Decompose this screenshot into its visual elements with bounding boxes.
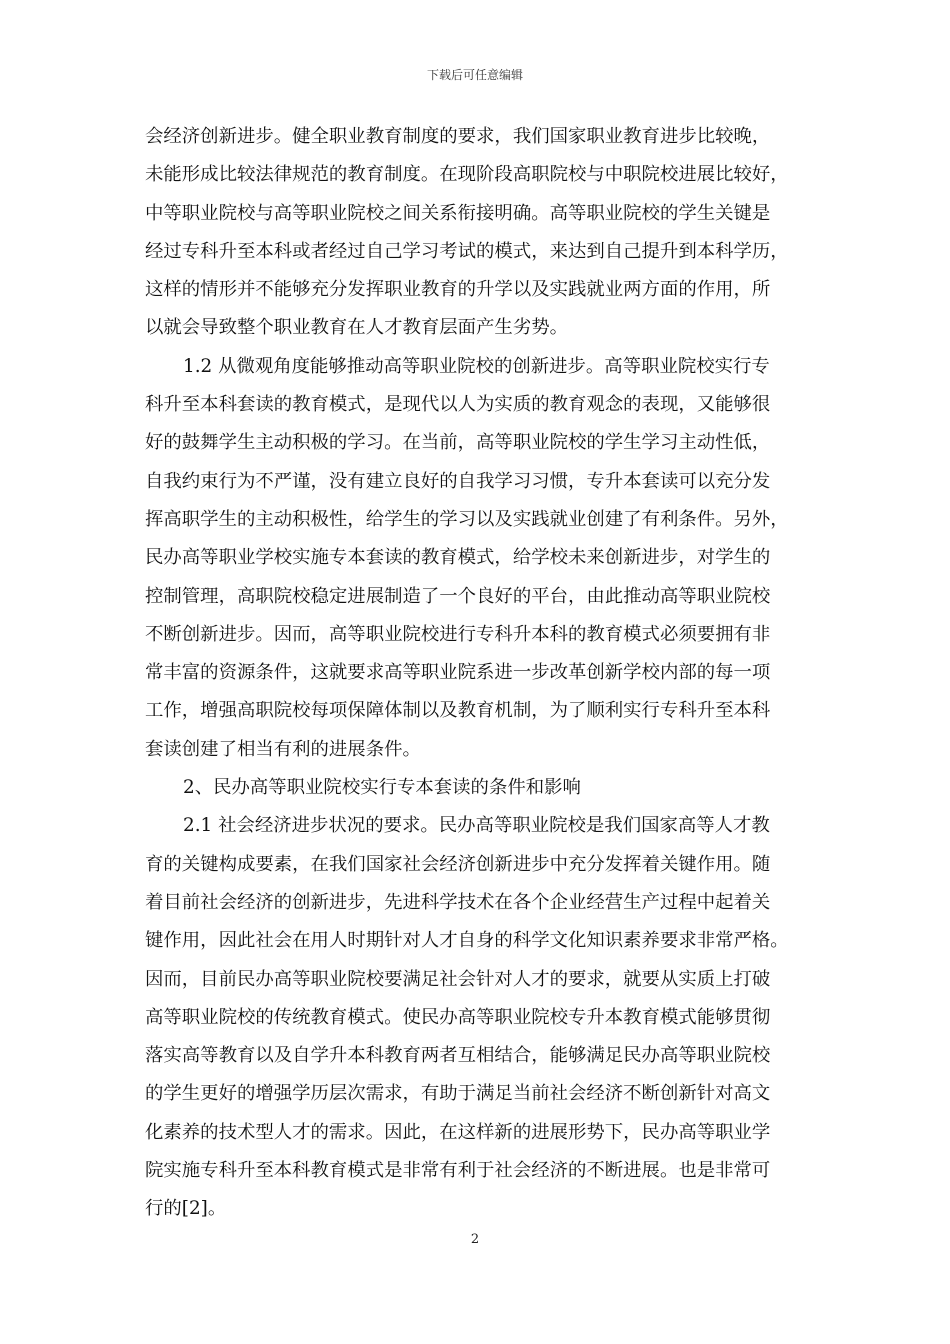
text-line: 套读创建了相当有利的进展条件。 [145,738,421,760]
text-line: 自我约束行为不严谨，没有建立良好的自我学习习惯，专升本套读可以充分发 [145,470,771,492]
paragraph-section-1-2 [145,348,805,769]
text-line: 未能形成比较法律规范的教育制度。在现阶段高职院校与中职院校进展比较好， [145,164,789,186]
text-line: 会经济创新进步。健全职业教育制度的要求，我们国家职业教育进步比较晚， [145,126,771,147]
page-header: 下载后可任意编辑 [426,68,523,82]
text-line: 高等职业院校的传统教育模式。使民办高等职业院校专升本教育模式能够贯彻 [145,1006,771,1028]
text-line: 行的[2]。 [145,1198,227,1220]
text-line: 中等职业院校与高等职业院校之间关系衔接明确。高等职业院校的学生关键是 [145,202,771,224]
page-number: 2 [470,1232,480,1247]
heading-line: 2、民办高等职业院校实行专本套读的条件和影响 [183,777,581,799]
text-line: 2.1 社会经济进步状况的要求。民办高等职业院校是我们国家高等人才教 [183,815,770,837]
text-line: 的学生更好的增强学历层次需求，有助于满足当前社会经济不断创新针对高文 [145,1083,771,1105]
text-line: 工作，增强高职院校每项保障体制以及教育机制，为了顺利实行专科升至本科 [145,700,771,722]
text-line: 以就会导致整个职业教育在人才教育层面产生劣势。 [145,317,568,339]
text-line: 民办高等职业学校实施专本套读的教育模式，给学校未来创新进步，对学生的 [145,547,771,569]
text-line: 不断创新进步。因而，高等职业院校进行专科升本科的教育模式必须要拥有非 [145,623,771,645]
text-line: 控制管理，高职院校稳定进展制造了一个良好的平台，由此推动高等职业院校 [145,585,771,607]
paragraph-section-2-1 [145,807,805,1228]
text-line: 因而，目前民办高等职业院校要满足社会针对人才的要求，就要从实质上打破 [145,968,771,990]
text-line: 挥高职学生的主动积极性，给学生的学习以及实践就业创建了有利条件。另外， [145,508,789,530]
text-line: 经过专科升至本科或者经过自己学习考试的模式，来达到自己提升到本科学历， [145,240,789,262]
text-line: 好的鼓舞学生主动积极的学习。在当前，高等职业院校的学生学习主动性低， [145,432,771,454]
text-line: 化素养的技术型人才的需求。因此，在这样新的进展形势下，民办高等职业学 [145,1121,771,1143]
text-line: 院实施专科升至本科教育模式是非常有利于社会经济的不断进展。也是非常可 [145,1160,771,1182]
text-line: 这样的情形并不能够充分发挥职业教育的升学以及实践就业两方面的作用，所 [145,279,771,301]
document-body [145,118,805,1229]
section-heading-2 [145,769,805,807]
text-line: 科升至本科套读的教育模式，是现代以人为实质的教育观念的表现，又能够很 [145,394,771,416]
text-line: 着目前社会经济的创新进步，先进科学技术在各个企业经营生产过程中起着关 [145,891,771,913]
paragraph-intro [145,118,805,348]
text-line: 育的关键构成要素，在我们国家社会经济创新进步中充分发挥着关键作用。随 [145,853,771,875]
text-line: 落实高等教育以及自学升本科教育两者互相结合，能够满足民办高等职业院校 [145,1045,771,1067]
text-line: 键作用，因此社会在用人时期针对人才自身的科学文化知识素养要求非常严格。 [145,930,789,952]
text-line: 常丰富的资源条件，这就要求高等职业院系进一步改革创新学校内部的每一项 [145,662,771,684]
text-line: 1.2 从微观角度能够推动高等职业院校的创新进步。高等职业院校实行专 [183,355,770,377]
